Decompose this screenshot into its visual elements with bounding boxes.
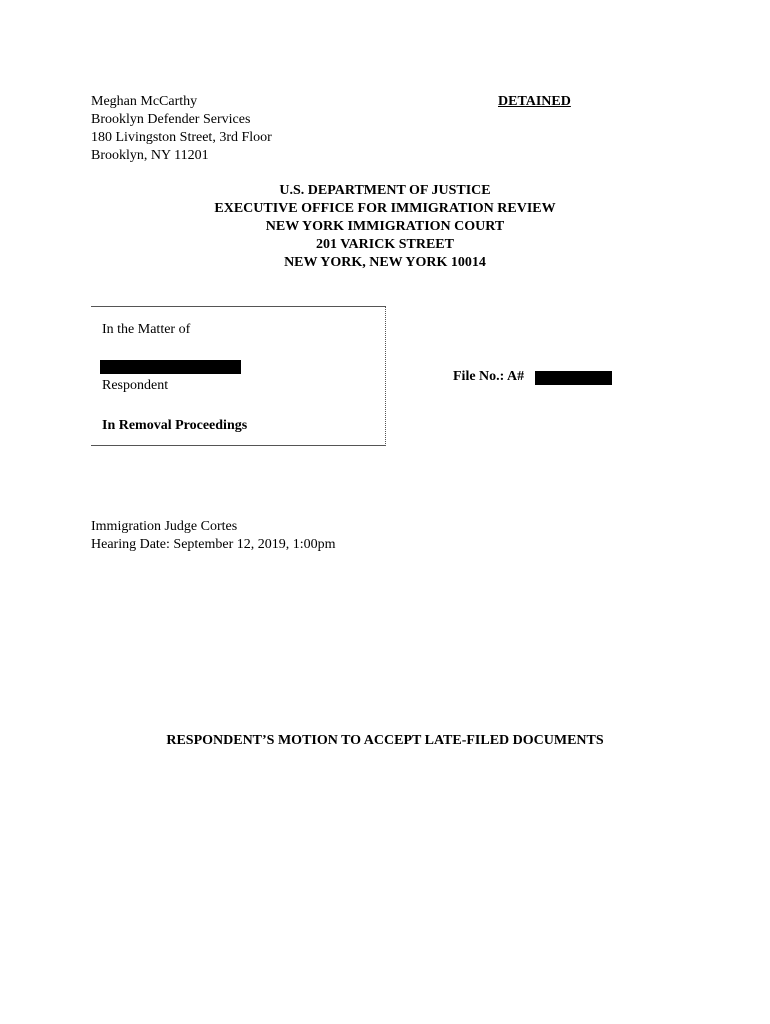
in-the-matter-label: In the Matter of: [102, 322, 191, 337]
attorney-name: Meghan McCarthy: [91, 94, 198, 109]
attorney-city: Brooklyn, NY 11201: [91, 148, 209, 163]
court-line-3: NEW YORK IMMIGRATION COURT: [265, 219, 505, 234]
file-number-label: File No.: A#: [453, 369, 525, 384]
hearing-date: Hearing Date: September 12, 2019, 1:00pm: [91, 537, 336, 552]
court-line-2: EXECUTIVE OFFICE FOR IMMIGRATION REVIEW: [214, 201, 556, 216]
court-line-4: 201 VARICK STREET: [316, 237, 454, 252]
attorney-contact-block: [91, 93, 272, 165]
motion-title: RESPONDENT’S MOTION TO ACCEPT LATE-FILED DOCUMENTS: [166, 733, 604, 748]
respondent-label: Respondent: [102, 378, 169, 393]
redacted-a-number: [535, 371, 612, 385]
attorney-street: 180 Livingston Street, 3rd Floor: [91, 130, 272, 145]
court-header: [0, 182, 770, 272]
detained-status: DETAINED: [498, 94, 571, 109]
removal-proceedings-label: In Removal Proceedings: [102, 418, 248, 433]
attorney-organization: Brooklyn Defender Services: [91, 112, 251, 127]
hearing-info-block: [91, 518, 336, 554]
immigration-judge: Immigration Judge Cortes: [91, 519, 238, 534]
court-line-5: NEW YORK, NEW YORK 10014: [284, 255, 486, 270]
redacted-respondent-name: [100, 360, 241, 374]
case-caption-box: [91, 306, 386, 446]
court-line-1: U.S. DEPARTMENT OF JUSTICE: [279, 183, 491, 198]
